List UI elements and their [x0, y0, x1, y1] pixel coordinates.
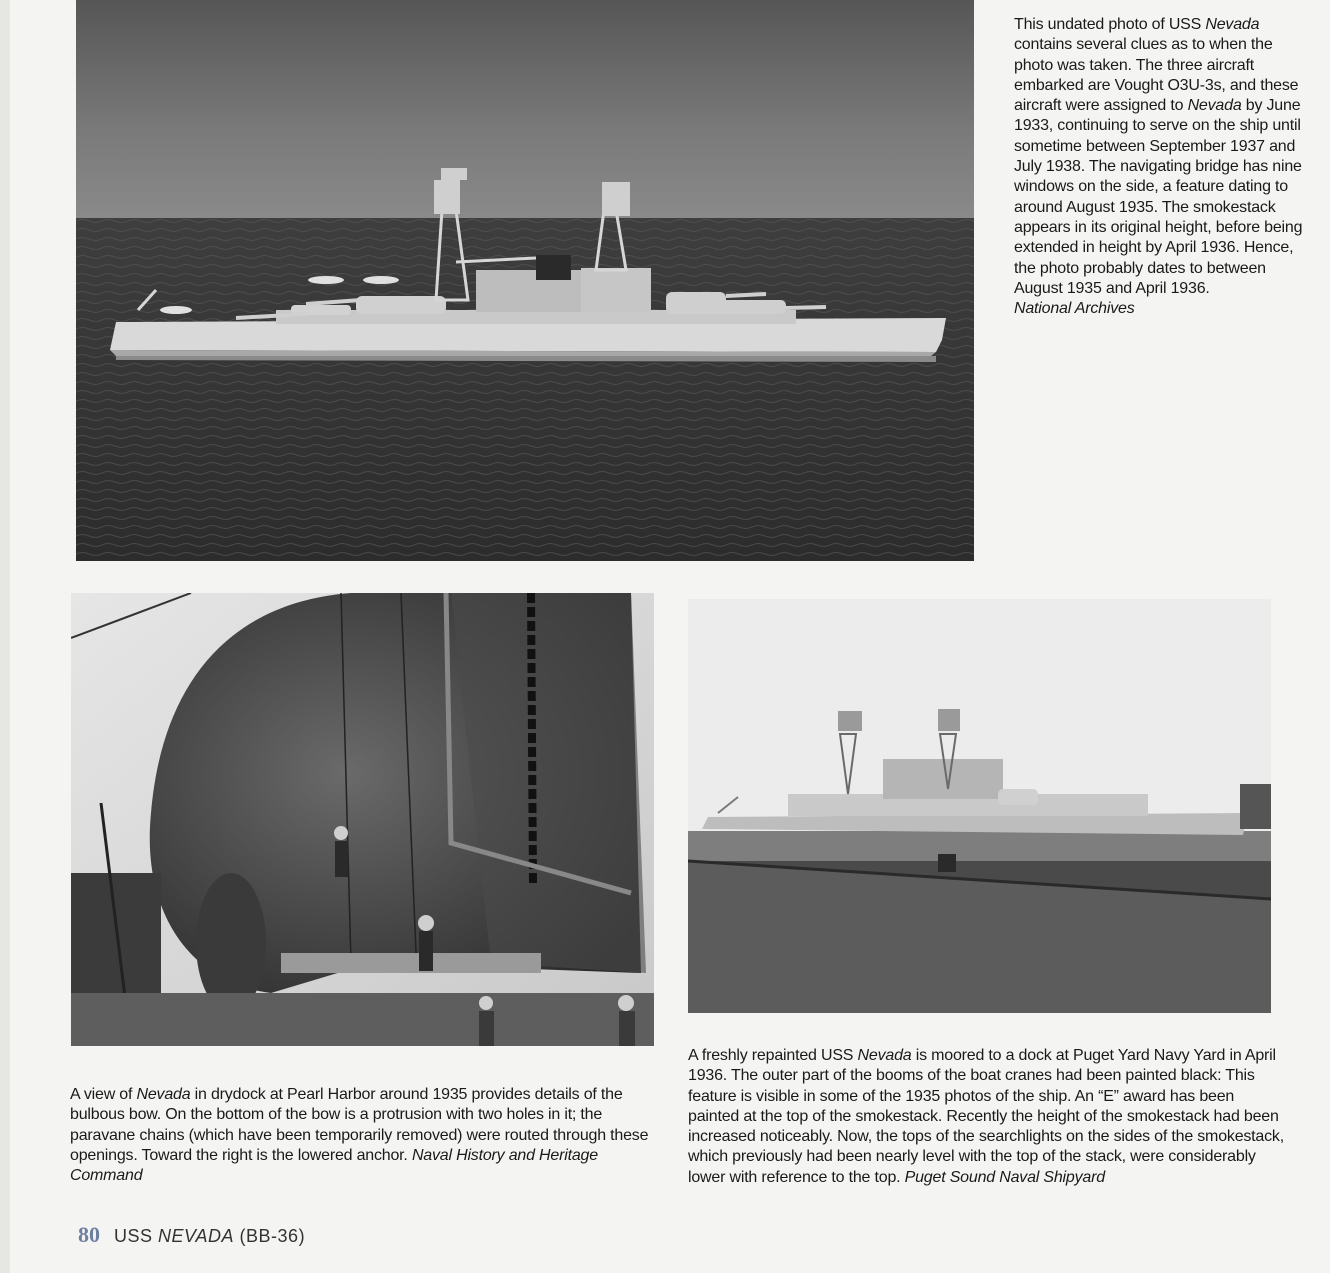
running-title-prefix: USS — [114, 1226, 159, 1246]
ship-name: Nevada — [857, 1047, 912, 1064]
caption-text: This undated photo of USS — [1014, 16, 1206, 33]
caption-text: contains several clues as to when the photo was taken. The three aircraft embarked are Vought O3U-3s, and these aircraft were assigned to — [1014, 36, 1299, 115]
page-number: 80 — [78, 1222, 100, 1247]
caption-text: by June 1933, continuing to serve on the ship until sometime between September 1937 and July 1938. The navigating bridge has nine windows on the side, a feature dating to around August 1935. The smokestack appears in its original height, before being extended in height by April 1936. Hence, the photo probably dates to between August 1935 and April 1936. — [1014, 97, 1303, 297]
ship-name: Nevada — [1187, 97, 1242, 115]
running-title-suffix: (BB-36) — [234, 1226, 306, 1246]
page-gutter — [0, 0, 10, 1273]
caption-top-photo — [1014, 15, 1314, 319]
photo-battleship-at-sea — [76, 0, 974, 561]
photo-credit: National Archives — [1014, 300, 1135, 318]
caption-text: in drydock at Pearl Harbor around 1935 provides details of the bulbous bow. On the bottom of the bow is a protrusion with two holes in it; the paravane chains (which have been temporarily removed) were routed through these openings. Toward the right is the lowered anchor. — [70, 1086, 649, 1164]
photo-ship-at-dock — [688, 599, 1271, 1013]
caption-text: A view of — [70, 1086, 137, 1103]
caption-text: is moored to a dock at Puget Yard Navy Yard in April 1936. The outer part of the booms of the boat cranes had been painted black: This feature is visible in some of the 1935 photos of the ship. An “E” award has been painted at the top of the smokestack. Recently the height of the smokestack had been increased noticeably. Now, the tops of the searchlights on the sides of the smokestack, which previously had been nearly level with the top of the stack, were considerably lower with reference to the top. — [688, 1047, 1284, 1186]
photo-credit: Naval History and Heritage Command — [70, 1146, 598, 1185]
caption-dock-photo — [688, 1046, 1288, 1188]
running-title — [114, 1226, 305, 1246]
caption-drydock-photo — [70, 1085, 660, 1186]
ship-name: Nevada — [1205, 16, 1260, 33]
page-footer — [78, 1222, 305, 1248]
photo-drydock-bow — [71, 593, 654, 1046]
photo-credit: Puget Sound Naval Shipyard — [904, 1168, 1105, 1186]
ship-name: Nevada — [136, 1086, 191, 1103]
running-title-ship: NEVADA — [158, 1226, 235, 1246]
caption-text: A freshly repainted USS — [688, 1047, 858, 1064]
